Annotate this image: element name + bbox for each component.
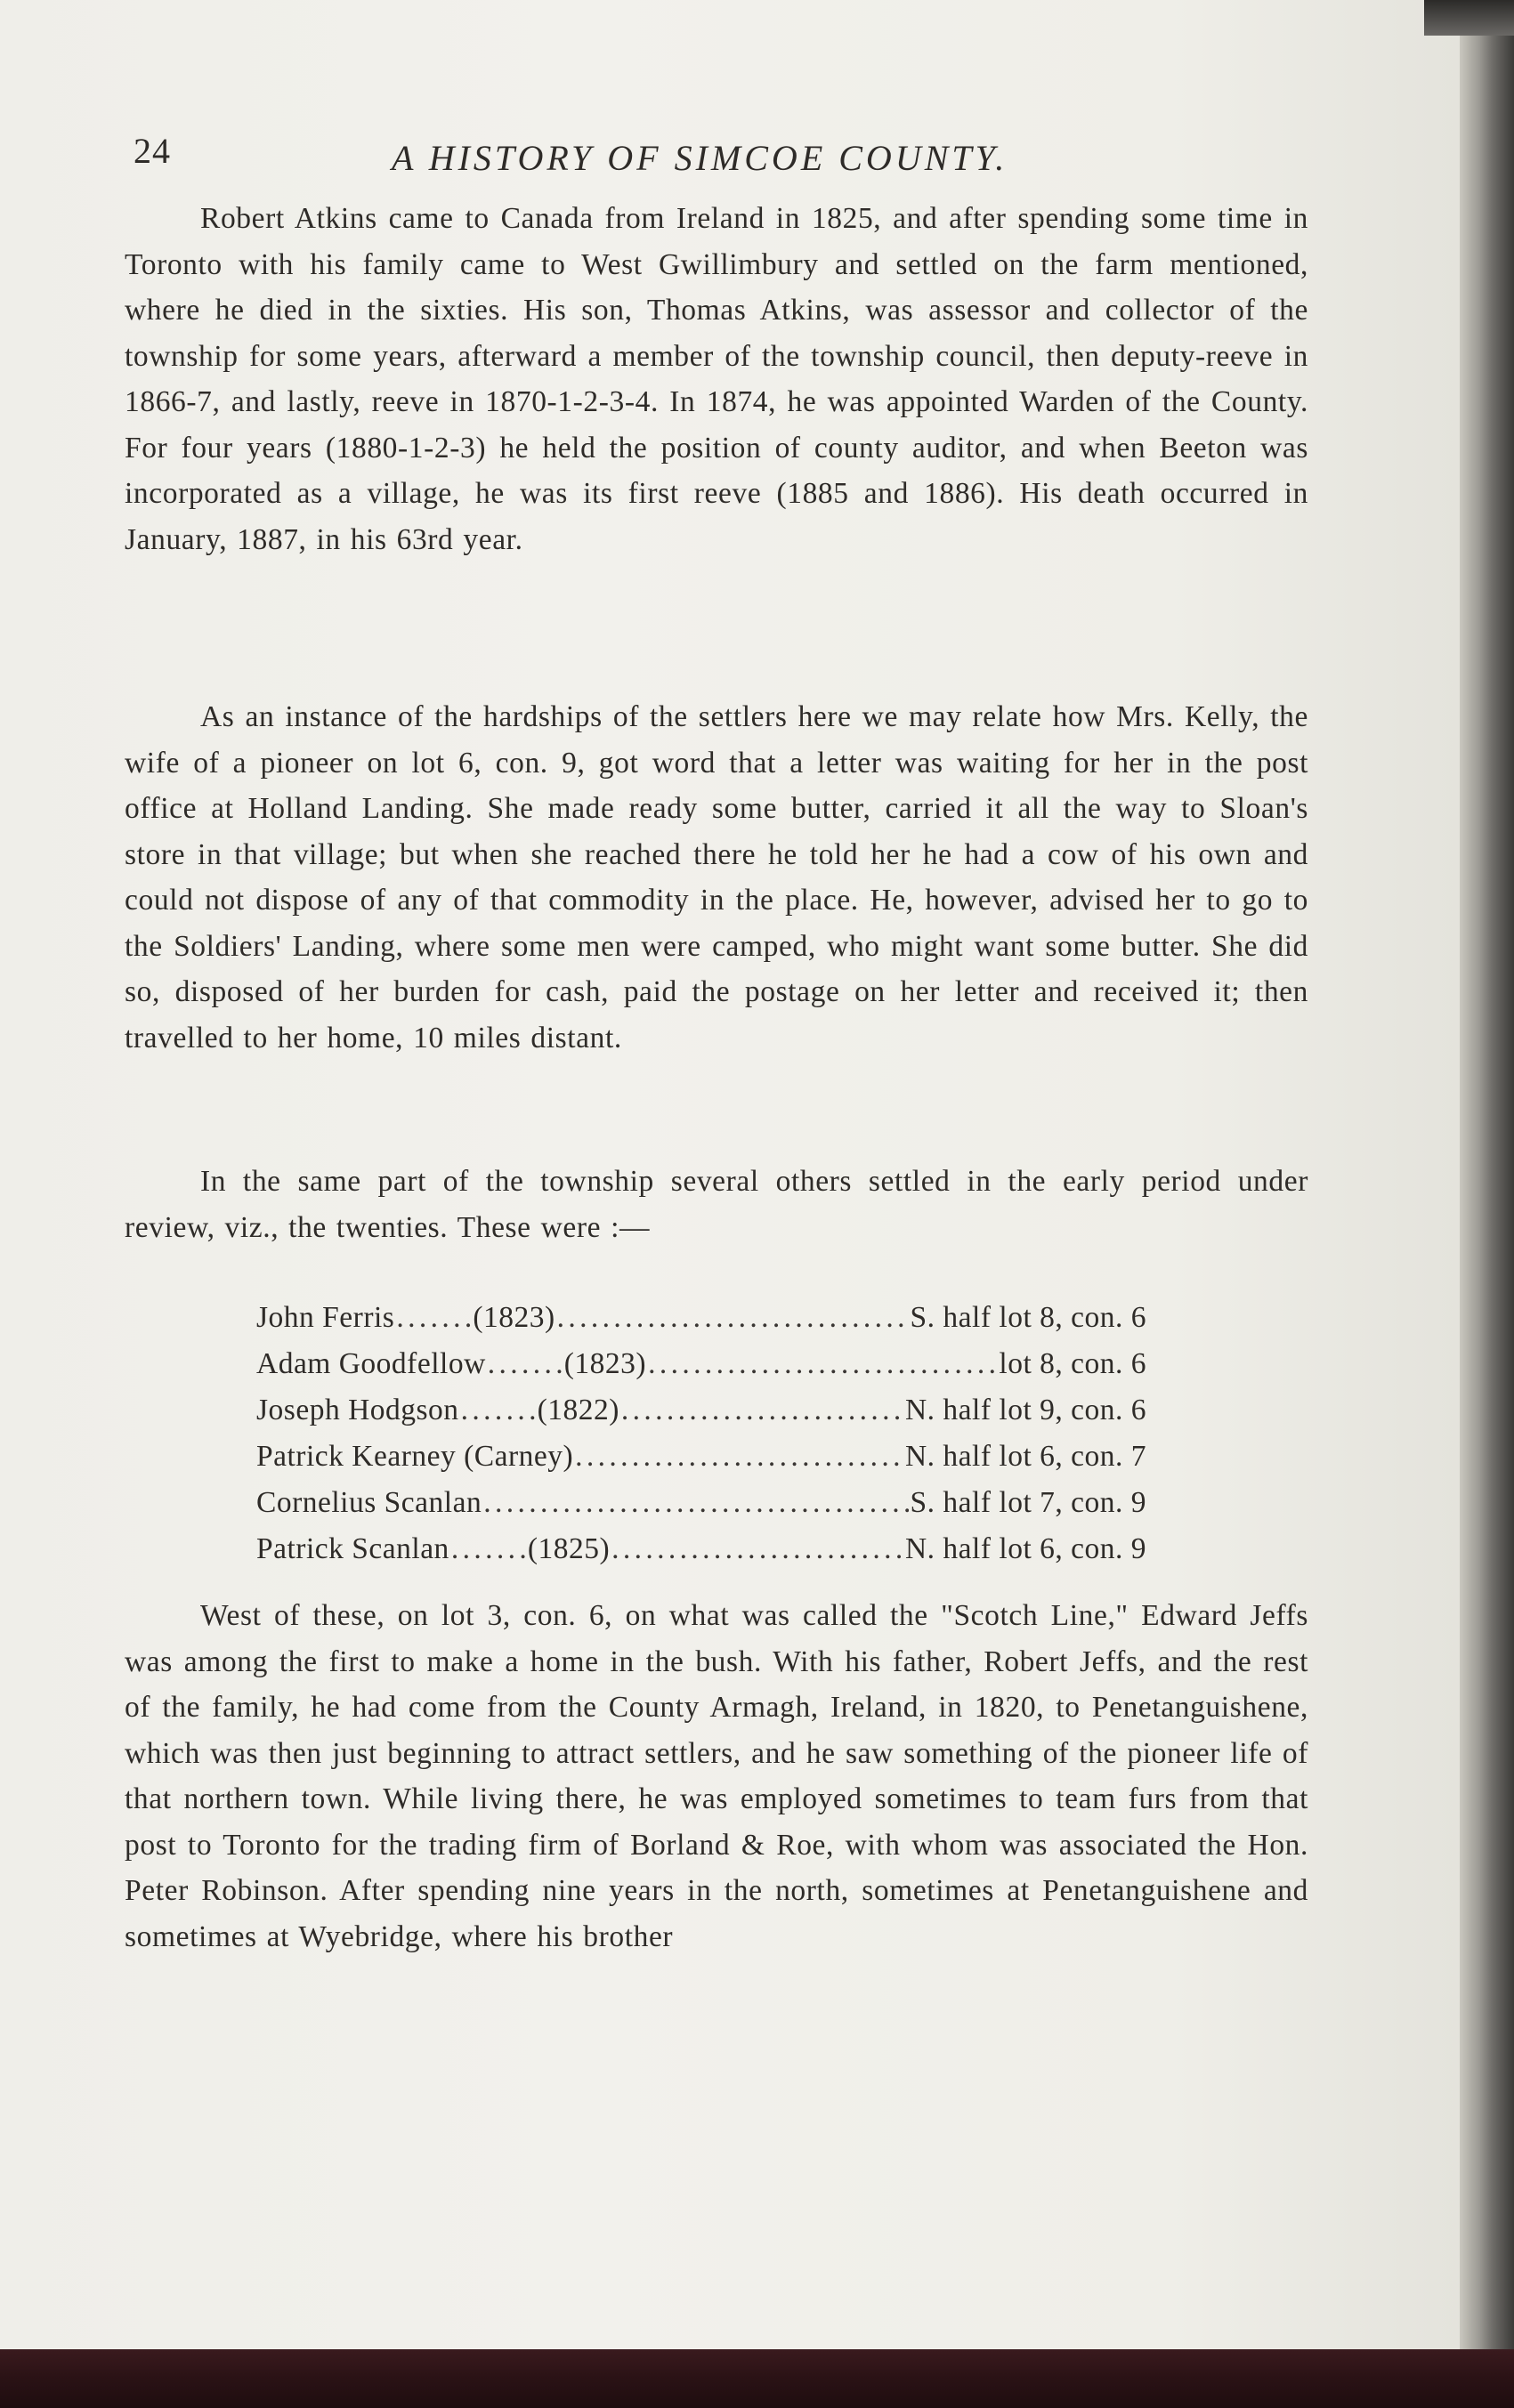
dot-leader	[611, 1526, 903, 1572]
settler-year: (1822)	[537, 1394, 619, 1426]
settler-name: Cornelius Scanlan	[256, 1486, 482, 1519]
paragraph-mrs-kelly	[125, 694, 1308, 1061]
page-stack-edge	[1460, 0, 1514, 2349]
paragraph-text: As an instance of the hardships of the settlers here we may relate how Mrs. Kelly, the wife of a pioneer on lot 6, con. 9, got word that a letter was waiting for her in the post office at Holland Landing. She made ready some butter, carried it all the way to Sloan's store in that village; but when she reached there he told her he had a cow of his own and could not dispose of any of that commodity in the place. He, however, advised her to go to the Soldiers' Landing, where some men were camped, who might want some butter. She did so, disposed of her burden for cash, paid the postage on her letter and received it; then travelled to her home, 10 miles distant.	[125, 700, 1308, 1055]
paragraph-text: In the same part of the township several others settled in the early period under review, viz., the twenties. These were :—	[125, 1165, 1308, 1244]
dot-leader	[648, 1341, 997, 1387]
dot-leader	[483, 1480, 908, 1526]
settler-year: (1825)	[527, 1532, 611, 1565]
dot-leader	[621, 1387, 903, 1434]
settler-lot: lot 8, con. 6	[999, 1347, 1146, 1380]
settler-name: Patrick Scanlan	[256, 1532, 449, 1565]
settler-row	[256, 1387, 1146, 1434]
paragraph-robert-atkins	[125, 196, 1308, 562]
settler-row	[256, 1434, 1146, 1480]
settler-lot: N. half lot 6, con. 9	[904, 1532, 1146, 1565]
settler-row	[256, 1526, 1146, 1572]
settler-name: John Ferris	[256, 1301, 395, 1334]
settler-lot: S. half lot 7, con. 9	[910, 1486, 1146, 1519]
settler-row	[256, 1341, 1146, 1387]
dot-leader	[396, 1295, 471, 1341]
book-cover-edge	[0, 2349, 1514, 2408]
dot-leader	[488, 1341, 563, 1387]
page-header	[134, 121, 1344, 183]
paragraph-text: Robert Atkins came to Canada from Ireland in 1825, and after spending some time in Toronto with his family came to West Gwillimbury and settled on the farm mentioned, where he died in the sixties. His son, Thomas Atkins, was assessor and collector of the township for some years, afterward a member of the township council, then deputy-reeve in 1866-7, and lastly, reeve in 1870-1-2-3-4. In 1874, he was appointed Warden of the County. For four years (1880-1-2-3) he held the position of county auditor, and when Beeton was incorporated as a village, he was its first reeve (1885 and 1886). His death occurred in January, 1887, in his 63rd year.	[125, 202, 1308, 556]
settler-name: Joseph Hodgson	[256, 1394, 459, 1426]
settler-lot: N. half lot 6, con. 7	[904, 1440, 1146, 1473]
settlers-list	[256, 1295, 1146, 1572]
dot-leader	[451, 1526, 526, 1572]
settler-row	[256, 1295, 1146, 1341]
dot-leader	[557, 1295, 909, 1341]
page-number: 24	[134, 131, 171, 171]
settler-year: (1823)	[563, 1347, 647, 1380]
settler-row	[256, 1480, 1146, 1526]
settler-year: (1823)	[473, 1301, 555, 1334]
settler-lot: N. half lot 9, con. 6	[904, 1394, 1146, 1426]
scan-shadow	[1424, 0, 1514, 36]
paragraph-text: West of these, on lot 3, con. 6, on what was called the "Scotch Line," Edward Jeffs was among the first to make a home in the bush. With his father, Robert Jeffs, and the rest of the family, he had come from the County Armagh, Ireland, in 1820, to Penetanguishene, which was then just beginning to attract settlers, and he saw something of the pioneer life of that northern town. While living there, he was employed sometimes to team furs from that post to Toronto for the trading firm of Borland & Roe, with whom was associated the Hon. Peter Robinson. After spending nine years in the north, sometimes at Penetanguishene and sometimes at Wyebridge, where his brother	[125, 1599, 1308, 1953]
running-title: A HISTORY OF SIMCOE COUNTY.	[392, 138, 1008, 178]
paragraph-edward-jeffs	[125, 1593, 1308, 1960]
settler-name: Patrick Kearney (Carney)	[256, 1440, 574, 1473]
paragraph-settlers-intro	[125, 1159, 1308, 1250]
settler-name: Adam Goodfellow	[256, 1347, 486, 1380]
settler-lot: S. half lot 8, con. 6	[910, 1301, 1146, 1334]
dot-leader	[461, 1387, 536, 1434]
dot-leader	[575, 1434, 903, 1480]
